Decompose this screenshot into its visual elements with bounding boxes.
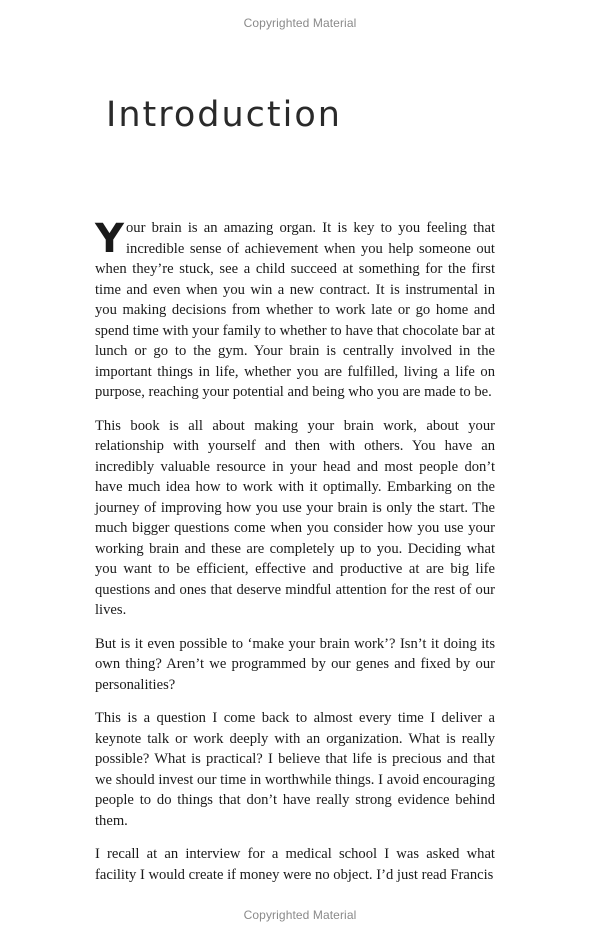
paragraph-3: But is it even possible to ‘make your brain work’? Isn’t it doing its own thing? Aren’t we programmed by our genes and fixed by our personalities?: [95, 635, 495, 693]
paragraph-1-text: our brain is an amazing organ. It is key to you feeling that incredible sense of achievement when you help someone out when they’re stuck, see a child succeed at something for the first time and even when you win a new contract. It is instrumental in you making decisions from whether to work late or go home and spend time with your family to whether to have that chocolate bar at lunch or go to the gym. Your brain is centrally involved in the important things in life, whether you are fulfilled, living a life on purpose, reaching your potential and being who you are made to be.: [95, 220, 495, 400]
paragraph-4: This is a question I come back to almost every time I deliver a keynote talk or work deeply with an organization. What is really possible? What is practical? I believe that life is precious and that we should invest our time in worthwhile things. I avoid encouraging people to do things that don’t have really strong evidence behind them.: [95, 710, 495, 829]
drop-cap: Y: [95, 216, 124, 262]
copyright-watermark-bottom: Copyrighted Material: [243, 908, 357, 922]
paragraph-1: [95, 218, 495, 403]
body-text: [95, 218, 495, 898]
chapter-title: Introduction: [106, 95, 342, 135]
paragraph-2: This book is all about making your brain work, about your relationship with yourself and then with others. You have an incredibly valuable resource in your head and most people don’t have much idea how to work with it optimally. Embarking on the journey of improving how you use your brain is only the start. The much bigger questions come when you consider how you use your working brain and these are completely up to you. Deciding what you want to be efficient, effective and productive at are big life questions and ones that deserve mindful attention for the rest of our lives.: [95, 417, 495, 618]
copyright-watermark-top: Copyrighted Material: [243, 16, 357, 30]
paragraph-5: I recall at an interview for a medical school I was asked what facility I would create if money were no object. I’d just read Francis: [95, 846, 495, 883]
